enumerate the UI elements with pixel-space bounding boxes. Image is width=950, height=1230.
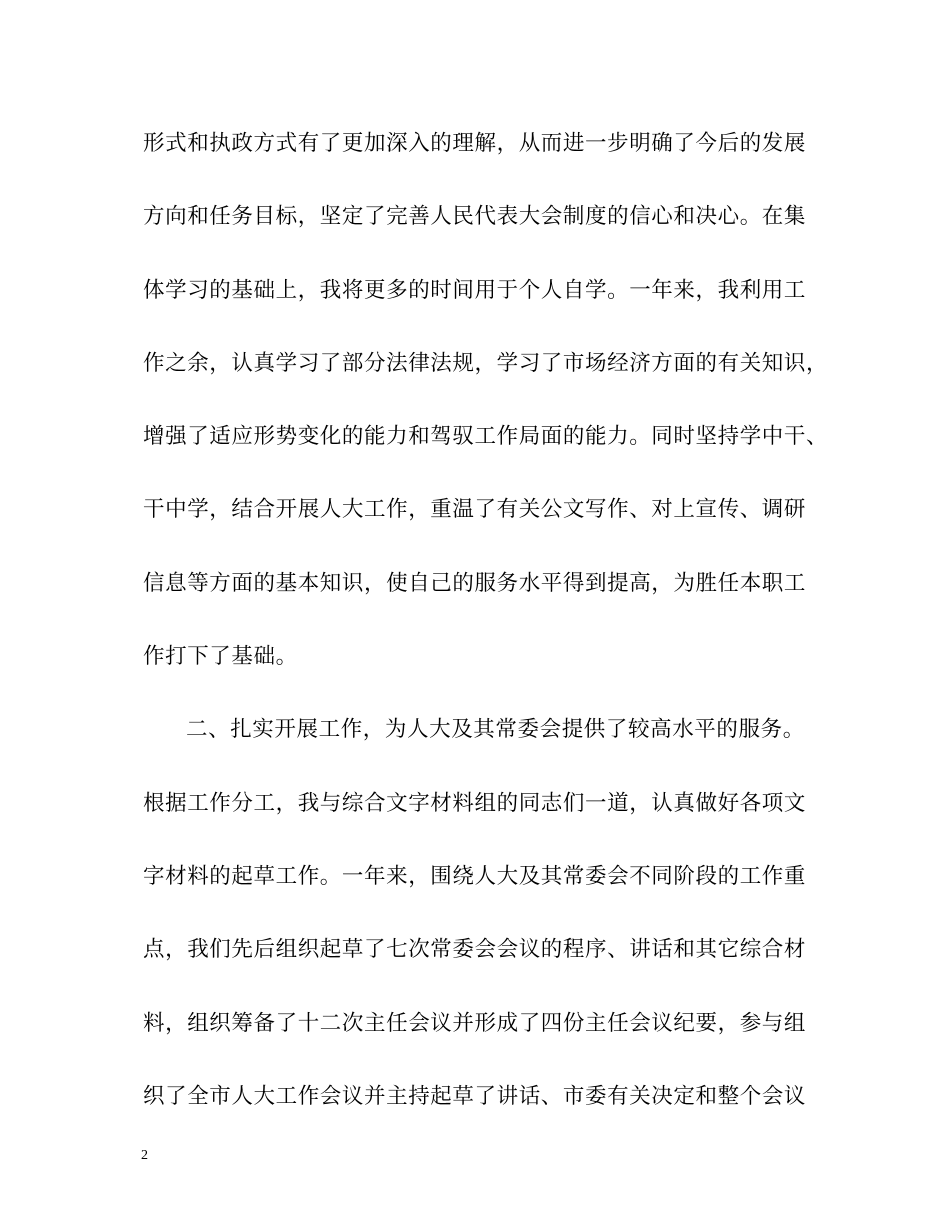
text-line: 信息等方面的基本知识，使自己的服务水平得到提高，为胜任本职工 bbox=[143, 570, 807, 596]
text-line: 体学习的基础上，我将更多的时间用于个人自学。一年来，我利用工 bbox=[143, 277, 807, 303]
text-line: 料，组织筹备了十二次主任会议并形成了四份主任会议纪要，参与组 bbox=[143, 1010, 807, 1036]
text-line: 织了全市人大工作会议并主持起草了讲话、市委有关决定和整个会议 bbox=[143, 1083, 807, 1109]
page-number: 2 bbox=[141, 1148, 148, 1163]
text-line: 方向和任务目标，坚定了完善人民代表大会制度的信心和决心。在集 bbox=[143, 204, 807, 230]
text-line: 作之余，认真学习了部分法律法规，学习了市场经济方面的有关知识， bbox=[143, 350, 829, 376]
text-line: 字材料的起草工作。一年来，围绕人大及其常委会不同阶段的工作重 bbox=[143, 863, 807, 889]
text-line: 增强了适应形势变化的能力和驾驭工作局面的能力。同时坚持学中干、 bbox=[143, 424, 829, 450]
text-line: 形式和执政方式有了更加深入的理解，从而进一步明确了今后的发展 bbox=[143, 131, 807, 156]
text-line: 二、扎实开展工作，为人大及其常委会提供了较高水平的服务。 bbox=[186, 717, 805, 743]
text-line: 干中学，结合开展人大工作，重温了有关公文写作、对上宣传、调研 bbox=[143, 497, 807, 523]
text-line: 根据工作分工，我与综合文字材料组的同志们一道，认真做好各项文 bbox=[143, 790, 807, 816]
text-line: 点，我们先后组织起草了七次常委会会议的程序、讲话和其它综合材 bbox=[143, 937, 807, 963]
text-line: 作打下了基础。 bbox=[143, 644, 298, 670]
body-text bbox=[143, 122, 829, 1148]
